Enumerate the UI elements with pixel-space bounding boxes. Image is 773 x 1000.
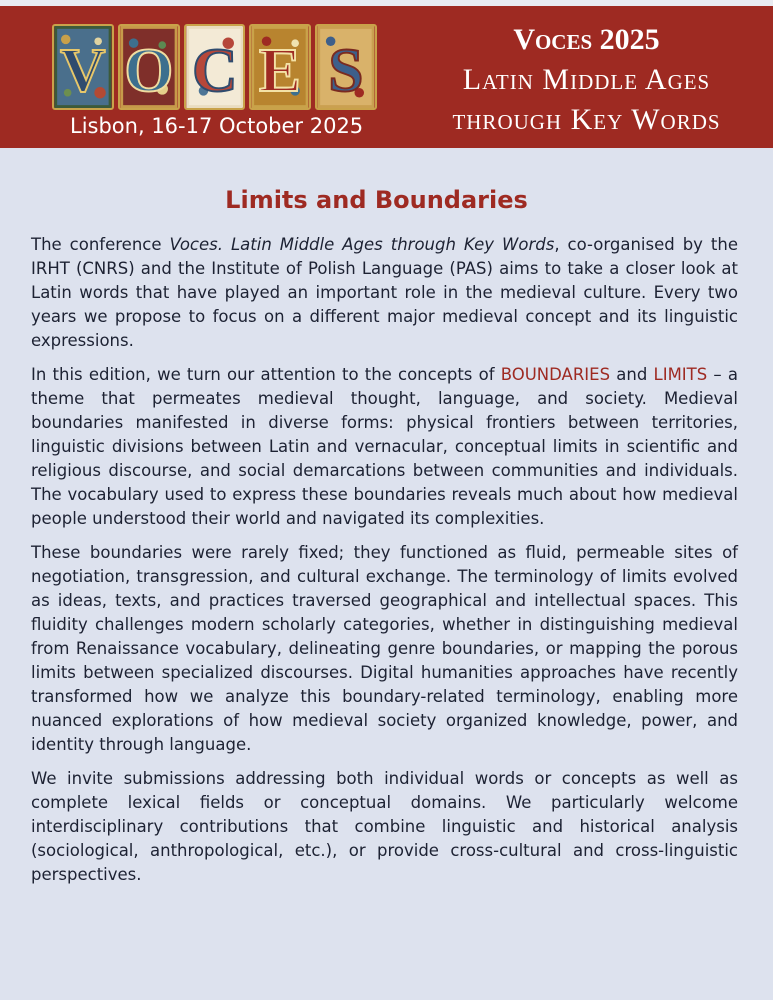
conference-name-italic: Voces. Latin Middle Ages through Key Words: [169, 235, 555, 254]
conference-title-line2: Latin Middle Ages: [462, 63, 711, 96]
page-heading: Limits and Boundaries: [225, 186, 528, 215]
paragraph-2-text-a: In this edition, we turn our attention to the concepts of: [31, 365, 501, 384]
logo-letter-o-glyph: O: [124, 34, 174, 105]
paragraph-2-text-c: and: [610, 365, 654, 384]
logo-letter-e: [249, 24, 311, 110]
paragraph-1-text-c: , co-organised by the IRHT (CNRS) and the Institute of Polish Language (PAS) aims to take a closer look at Latin words that have played an important role in the medieval culture. Every two years we propose to focus on a different major medieval concept and its linguistic expressions.: [31, 235, 739, 350]
logo-letter-v-glyph: V: [60, 34, 106, 105]
header-banner: [0, 6, 773, 148]
logo-letter-s: [315, 24, 377, 110]
logo-letter-e-glyph: E: [259, 34, 302, 105]
logo-letter-c: [184, 24, 246, 110]
call-for-papers-body: [31, 233, 738, 897]
paragraph-2-text-e: – a theme that permeates medieval thought, language, and society. Medieval boundaries manifested in diverse forms: physical frontiers between territories, linguistic divisions between Latin and vernacular, conceptual limits in scientific and religious discourse, and social demarcations between communities and individuals. The vocabulary used to express these boundaries reveals much about how medieval people understood their world and navigated its complexities.: [31, 365, 738, 528]
logo-letter-o: [118, 24, 180, 110]
paragraph-1-text-a: The conference: [31, 235, 170, 254]
paragraph-1: [31, 233, 738, 353]
logo-letter-c-glyph: C: [191, 34, 238, 105]
conference-title: [400, 20, 773, 140]
keyword-limits: LIMITS: [653, 365, 708, 384]
paragraph-2: [31, 363, 738, 531]
paragraph-4: We invite submissions addressing both individual words or concepts as well as complete lexical fields or conceptual domains. We particularly welcome interdisciplinary contributions that combine linguistic and historical analysis (sociological, anthropological, etc.), or provide cross-cultural and cross-linguistic perspectives.: [31, 769, 738, 884]
event-location-date: Lisbon, 16-17 October 2025: [70, 114, 364, 138]
paragraph-3: These boundaries were rarely fixed; they functioned as fluid, permeable sites of negotiation, transgression, and cultural exchange. The terminology of limits evolved as ideas, texts, and practices traversed geographical and intellectual spaces. This fluidity challenges modern scholarly categories, whether in distinguishing medieval from Renaissance vocabulary, delineating genre boundaries, or mapping the porous limits between specialized discourses. Digital humanities approaches have recently transformed how we analyze this boundary-related terminology, enabling more nuanced explorations of how medieval society organized knowledge, power, and identity through language.: [31, 543, 738, 754]
conference-title-line3: through Key Words: [452, 103, 721, 136]
conference-title-line1: Voces 2025: [513, 23, 660, 56]
logo-letter-s-glyph: S: [328, 34, 364, 105]
voces-logo: [52, 24, 377, 110]
logo-letter-v: [52, 24, 114, 110]
keyword-boundaries: BOUNDARIES: [500, 365, 611, 384]
